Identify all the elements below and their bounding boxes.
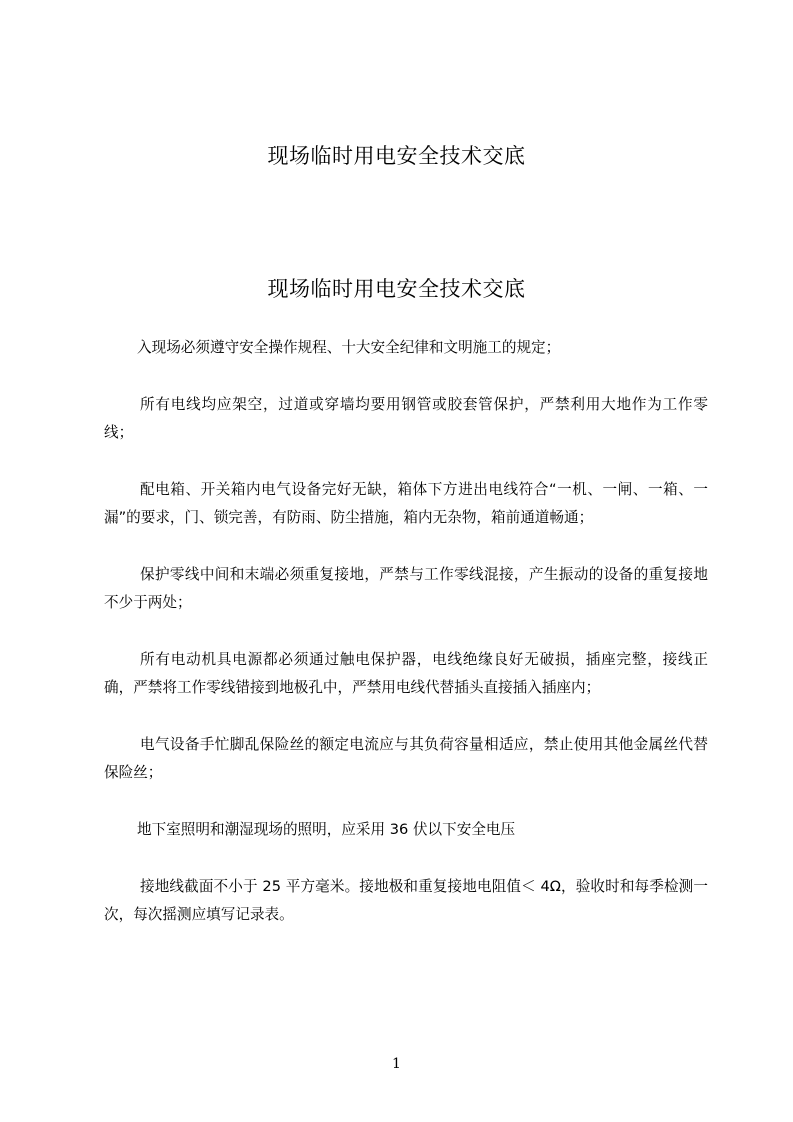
paragraph: 接地线截面不小于 25 平方毫米。接地极和重复接地电阻值＜ 4Ω，验收时和每季检测一次，每次摇测应填写记录表。 (104, 878, 708, 923)
paragraph: 电气设备手忙脚乱保险丝的额定电流应与其负荷容量相适应，禁止使用其他金属丝代替保险丝； (104, 736, 708, 781)
document-body (104, 334, 708, 958)
paragraph: 入现场必须遵守安全操作规程、十大安全纪律和文明施工的规定； (137, 339, 561, 356)
paragraph: 所有电线均应架空，过道或穿墙均要用钢管或胶套管保护，严禁利用大地作为工作零线； (104, 396, 708, 441)
document-heading: 现场临时用电安全技术交底 (267, 277, 526, 301)
paragraph: 配电箱、开关箱内电气设备完好无缺，箱体下方进出电线符合“一机、一闸、一箱、一漏”的要求，门、锁完善，有防雨、防尘措施，箱内无杂物，箱前通道畅通； (104, 481, 708, 526)
paragraph: 地下室照明和潮湿现场的照明，应采用 36 伏以下安全电压 (137, 821, 516, 838)
paragraph: 所有电动机具电源都必须通过触电保护器，电线绝缘良好无破损，插座完整，接线正确，严禁将工作零线错接到地极孔中，严禁用电线代替插头直接插入插座内； (104, 651, 708, 696)
page-number: 1 (392, 1056, 401, 1072)
cover-title: 现场临时用电安全技术交底 (267, 144, 526, 168)
paragraph: 保护零线中间和末端必须重复接地，严禁与工作零线混接，产生振动的设备的重复接地不少于两处； (104, 566, 708, 611)
